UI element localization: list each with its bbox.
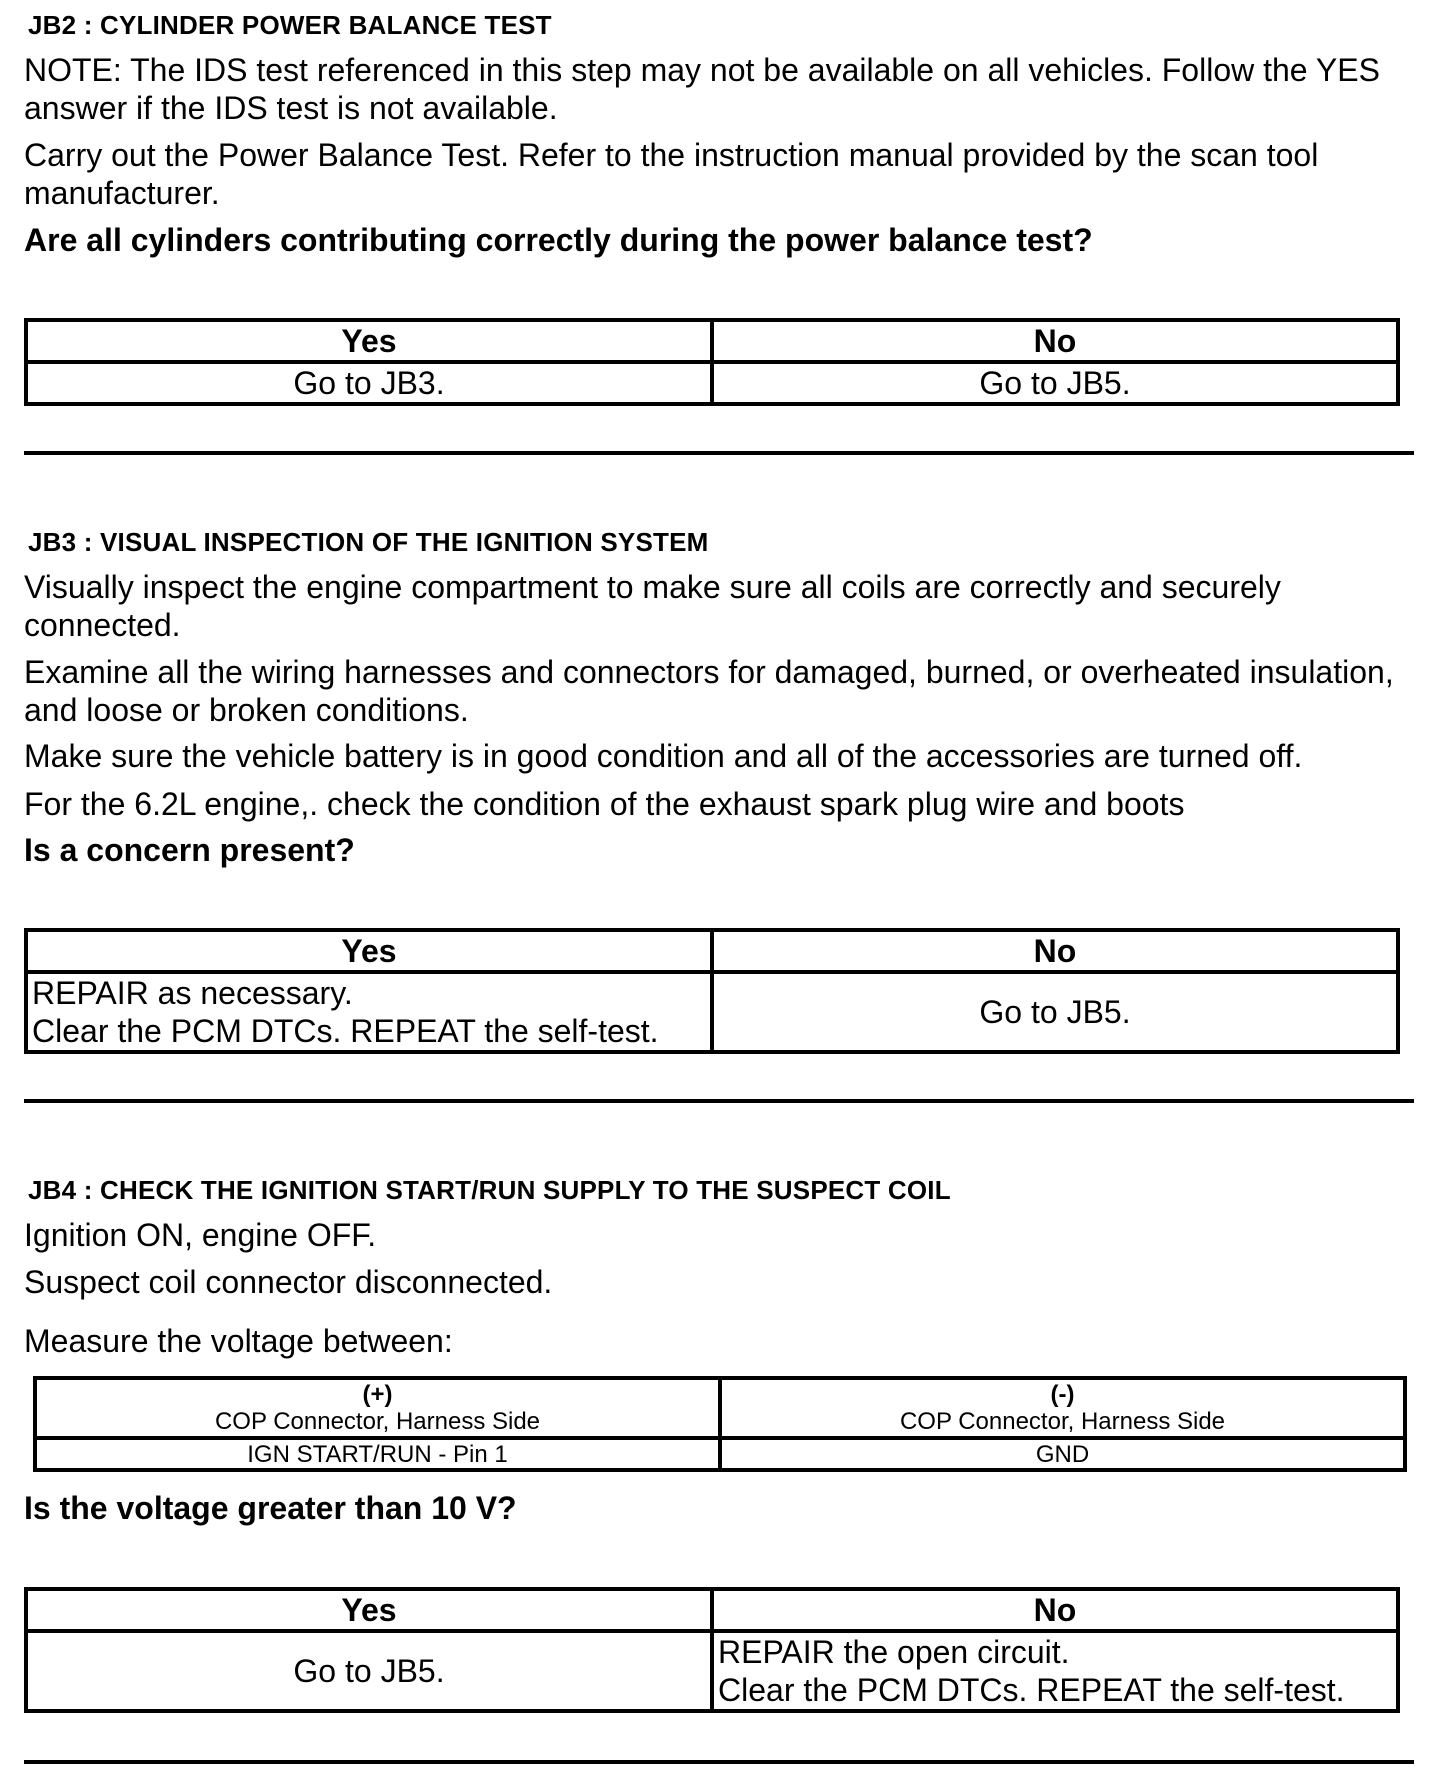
section-divider <box>24 451 1414 455</box>
yes-action-line-2: Clear the PCM DTCs. REPEAT the self-test. <box>32 1013 659 1049</box>
jb2-heading: JB2 : CYLINDER POWER BALANCE TEST <box>28 10 552 40</box>
jb3-heading: JB3 : VISUAL INSPECTION OF THE IGNITION SYSTEM <box>28 527 709 557</box>
negative-value: GND <box>720 1438 1405 1470</box>
jb2-decision-table <box>24 318 1400 406</box>
no-action-line-2: Clear the PCM DTCs. REPEAT the self-test. <box>718 1672 1345 1708</box>
no-action <box>712 1631 1398 1711</box>
no-action: Go to JB5. <box>712 972 1398 1052</box>
jb3-paragraph-1: Visually inspect the engine compartment to make sure all coils are correctly and securely connected. <box>24 569 1281 643</box>
measurement-table <box>33 1376 1407 1472</box>
yes-header: Yes <box>26 930 712 972</box>
section-divider <box>24 1760 1414 1764</box>
jb3-decision-table <box>24 928 1400 1054</box>
table-header-row <box>26 930 1398 972</box>
no-action: Go to JB5. <box>712 362 1398 404</box>
no-header: No <box>712 320 1398 362</box>
jb3-paragraph-3: Make sure the vehicle battery is in good condition and all of the accessories are turned off. <box>24 738 1303 774</box>
no-header: No <box>712 1589 1398 1631</box>
jb4-condition-1: Ignition ON, engine OFF. <box>24 1217 377 1253</box>
positive-label: COP Connector, Harness Side <box>214 1408 541 1435</box>
no-action-line-1: REPAIR the open circuit. <box>718 1634 1070 1670</box>
table-row <box>35 1438 1405 1470</box>
jb4-question: Is the voltage greater than 10 V? <box>24 1490 517 1526</box>
section-divider <box>24 1099 1414 1103</box>
positive-sign: (+) <box>362 1381 393 1408</box>
positive-value: IGN START/RUN - Pin 1 <box>35 1438 720 1470</box>
table-row <box>26 362 1398 404</box>
jb4-condition-2: Suspect coil connector disconnected. <box>24 1264 553 1300</box>
jb3-paragraph-4: For the 6.2L engine,. check the condition of the exhaust spark plug wire and boots <box>24 786 1185 822</box>
jb2-note: NOTE: The IDS test referenced in this step may not be available on all vehicles. Follow the YES answer if the IDS test is not available. <box>24 52 1380 126</box>
table-header-row <box>26 320 1398 362</box>
jb4-decision-table <box>24 1587 1400 1713</box>
jb4-heading: JB4 : CHECK THE IGNITION START/RUN SUPPLY TO THE SUSPECT COIL <box>28 1175 951 1205</box>
table-header-row <box>26 1589 1398 1631</box>
negative-label: COP Connector, Harness Side <box>899 1408 1226 1435</box>
yes-action-line-1: REPAIR as necessary. <box>32 975 353 1011</box>
jb4-measure-instruction: Measure the voltage between: <box>24 1323 453 1359</box>
yes-action <box>26 972 712 1052</box>
no-header: No <box>712 930 1398 972</box>
jb3-question: Is a concern present? <box>24 832 355 868</box>
jb3-paragraph-2: Examine all the wiring harnesses and connectors for damaged, burned, or overheated insulation, and loose or broken conditions. <box>24 654 1394 728</box>
jb2-question: Are all cylinders contributing correctly during the power balance test? <box>24 222 1093 258</box>
negative-terminal-header <box>720 1378 1405 1438</box>
yes-header: Yes <box>26 320 712 362</box>
positive-terminal-header <box>35 1378 720 1438</box>
table-row <box>26 1631 1398 1711</box>
jb2-instruction: Carry out the Power Balance Test. Refer to the instruction manual provided by the scan tool manufacturer. <box>24 137 1319 211</box>
yes-action: Go to JB3. <box>26 362 712 404</box>
table-row <box>26 972 1398 1052</box>
yes-action: Go to JB5. <box>26 1631 712 1711</box>
table-header-row <box>35 1378 1405 1438</box>
yes-header: Yes <box>26 1589 712 1631</box>
negative-sign: (-) <box>1050 1381 1075 1408</box>
